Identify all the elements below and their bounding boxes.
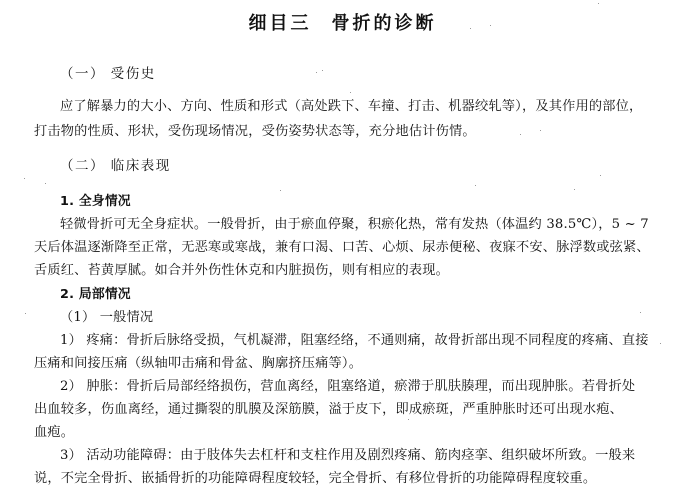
paragraph-line: 天后体温逐渐降至正常，无恶寒或寒战，兼有口渴、口苦、心烦、尿赤便秘、夜寐不安、脉浮数或弦紧、 — [34, 240, 650, 255]
scan-speck — [316, 72, 317, 73]
scan-speck — [660, 343, 661, 344]
paragraph-line-swelling: 血疱。 — [34, 425, 75, 440]
scan-speck — [490, 25, 491, 26]
paragraph-line-dysfunction: 3） 活动功能障碍：由于肢体失去杠杆和支柱作用及剧烈疼痛、筋肉痉挛、组织破坏所致。一般来 — [60, 448, 636, 463]
paragraph-line-pain: 1） 疼痛：骨折后脉络受损，气机凝滞，阻塞经络，不通则痛，故骨折部出现不同程度的疼痛、直接 — [60, 333, 649, 348]
scan-speck — [322, 70, 323, 71]
paragraph-line: 打击物的性质、形状，受伤现场情况，受伤姿势状态等，充分地估计伤情。 — [34, 124, 476, 139]
paragraph-line: 轻微骨折可无全身症状。一般骨折，由于瘀血停聚，积瘀化热，常有发热（体温约 38.5℃），5 ~ 7 — [60, 217, 649, 232]
scan-speck — [598, 3, 599, 4]
paragraph-line: 舌质红、苔黄厚腻。如合并外伤性休克和内脏损伤，则有相应的表现。 — [34, 263, 450, 278]
scan-speck — [470, 28, 471, 29]
item-heading-general: （1） 一般情况 — [60, 310, 154, 325]
section-heading-clinical: （二） 临床表现 — [60, 158, 171, 174]
scan-speck — [574, 189, 575, 190]
scan-speck — [24, 178, 25, 179]
scan-speck — [520, 134, 521, 135]
paragraph-line-swelling: 出血较多，伤血离经，通过撕裂的肌膜及深筋膜，溢于皮下，即成瘀斑，严重肿胀时还可出现水疱、 — [34, 402, 624, 417]
paragraph-line-pain: 压痛和间接压痛（纵轴叩击痛和骨盆、胸廓挤压痛等）。 — [34, 356, 363, 371]
scan-speck — [408, 419, 409, 420]
paragraph-line-dysfunction: 说，不完全骨折、嵌插骨折的功能障碍程度较轻，完全骨折、有移位骨折的功能障碍程度较重。 — [34, 471, 597, 486]
subsection-heading-general: 1. 全身情况 — [60, 194, 131, 209]
scan-speck — [180, 417, 181, 418]
subsection-heading-local: 2. 局部情况 — [60, 287, 131, 302]
scan-speck — [475, 185, 476, 186]
scan-speck — [640, 312, 641, 313]
scan-speck — [45, 183, 46, 184]
section-heading-injury-history: （一） 受伤史 — [60, 66, 156, 82]
scan-speck — [280, 190, 281, 191]
title-topic: 骨折的诊断 — [331, 13, 437, 34]
paragraph-line-swelling: 2） 肿胀：骨折后局部经络损伤，营血离经，阻塞络道，瘀滞于肌肤腠理，而出现肿胀。若骨折处 — [60, 379, 636, 394]
title-section-number: 细目三 — [248, 13, 312, 34]
scan-speck — [350, 92, 351, 93]
scan-speck — [540, 130, 541, 131]
page-title — [0, 9, 685, 35]
scan-speck — [25, 313, 26, 314]
scan-speck — [600, 175, 601, 176]
paragraph-line: 应了解暴力的大小、方向、性质和形式（高处跌下、车撞、打击、机器绞轧等），及其作用的部位， — [60, 99, 643, 114]
